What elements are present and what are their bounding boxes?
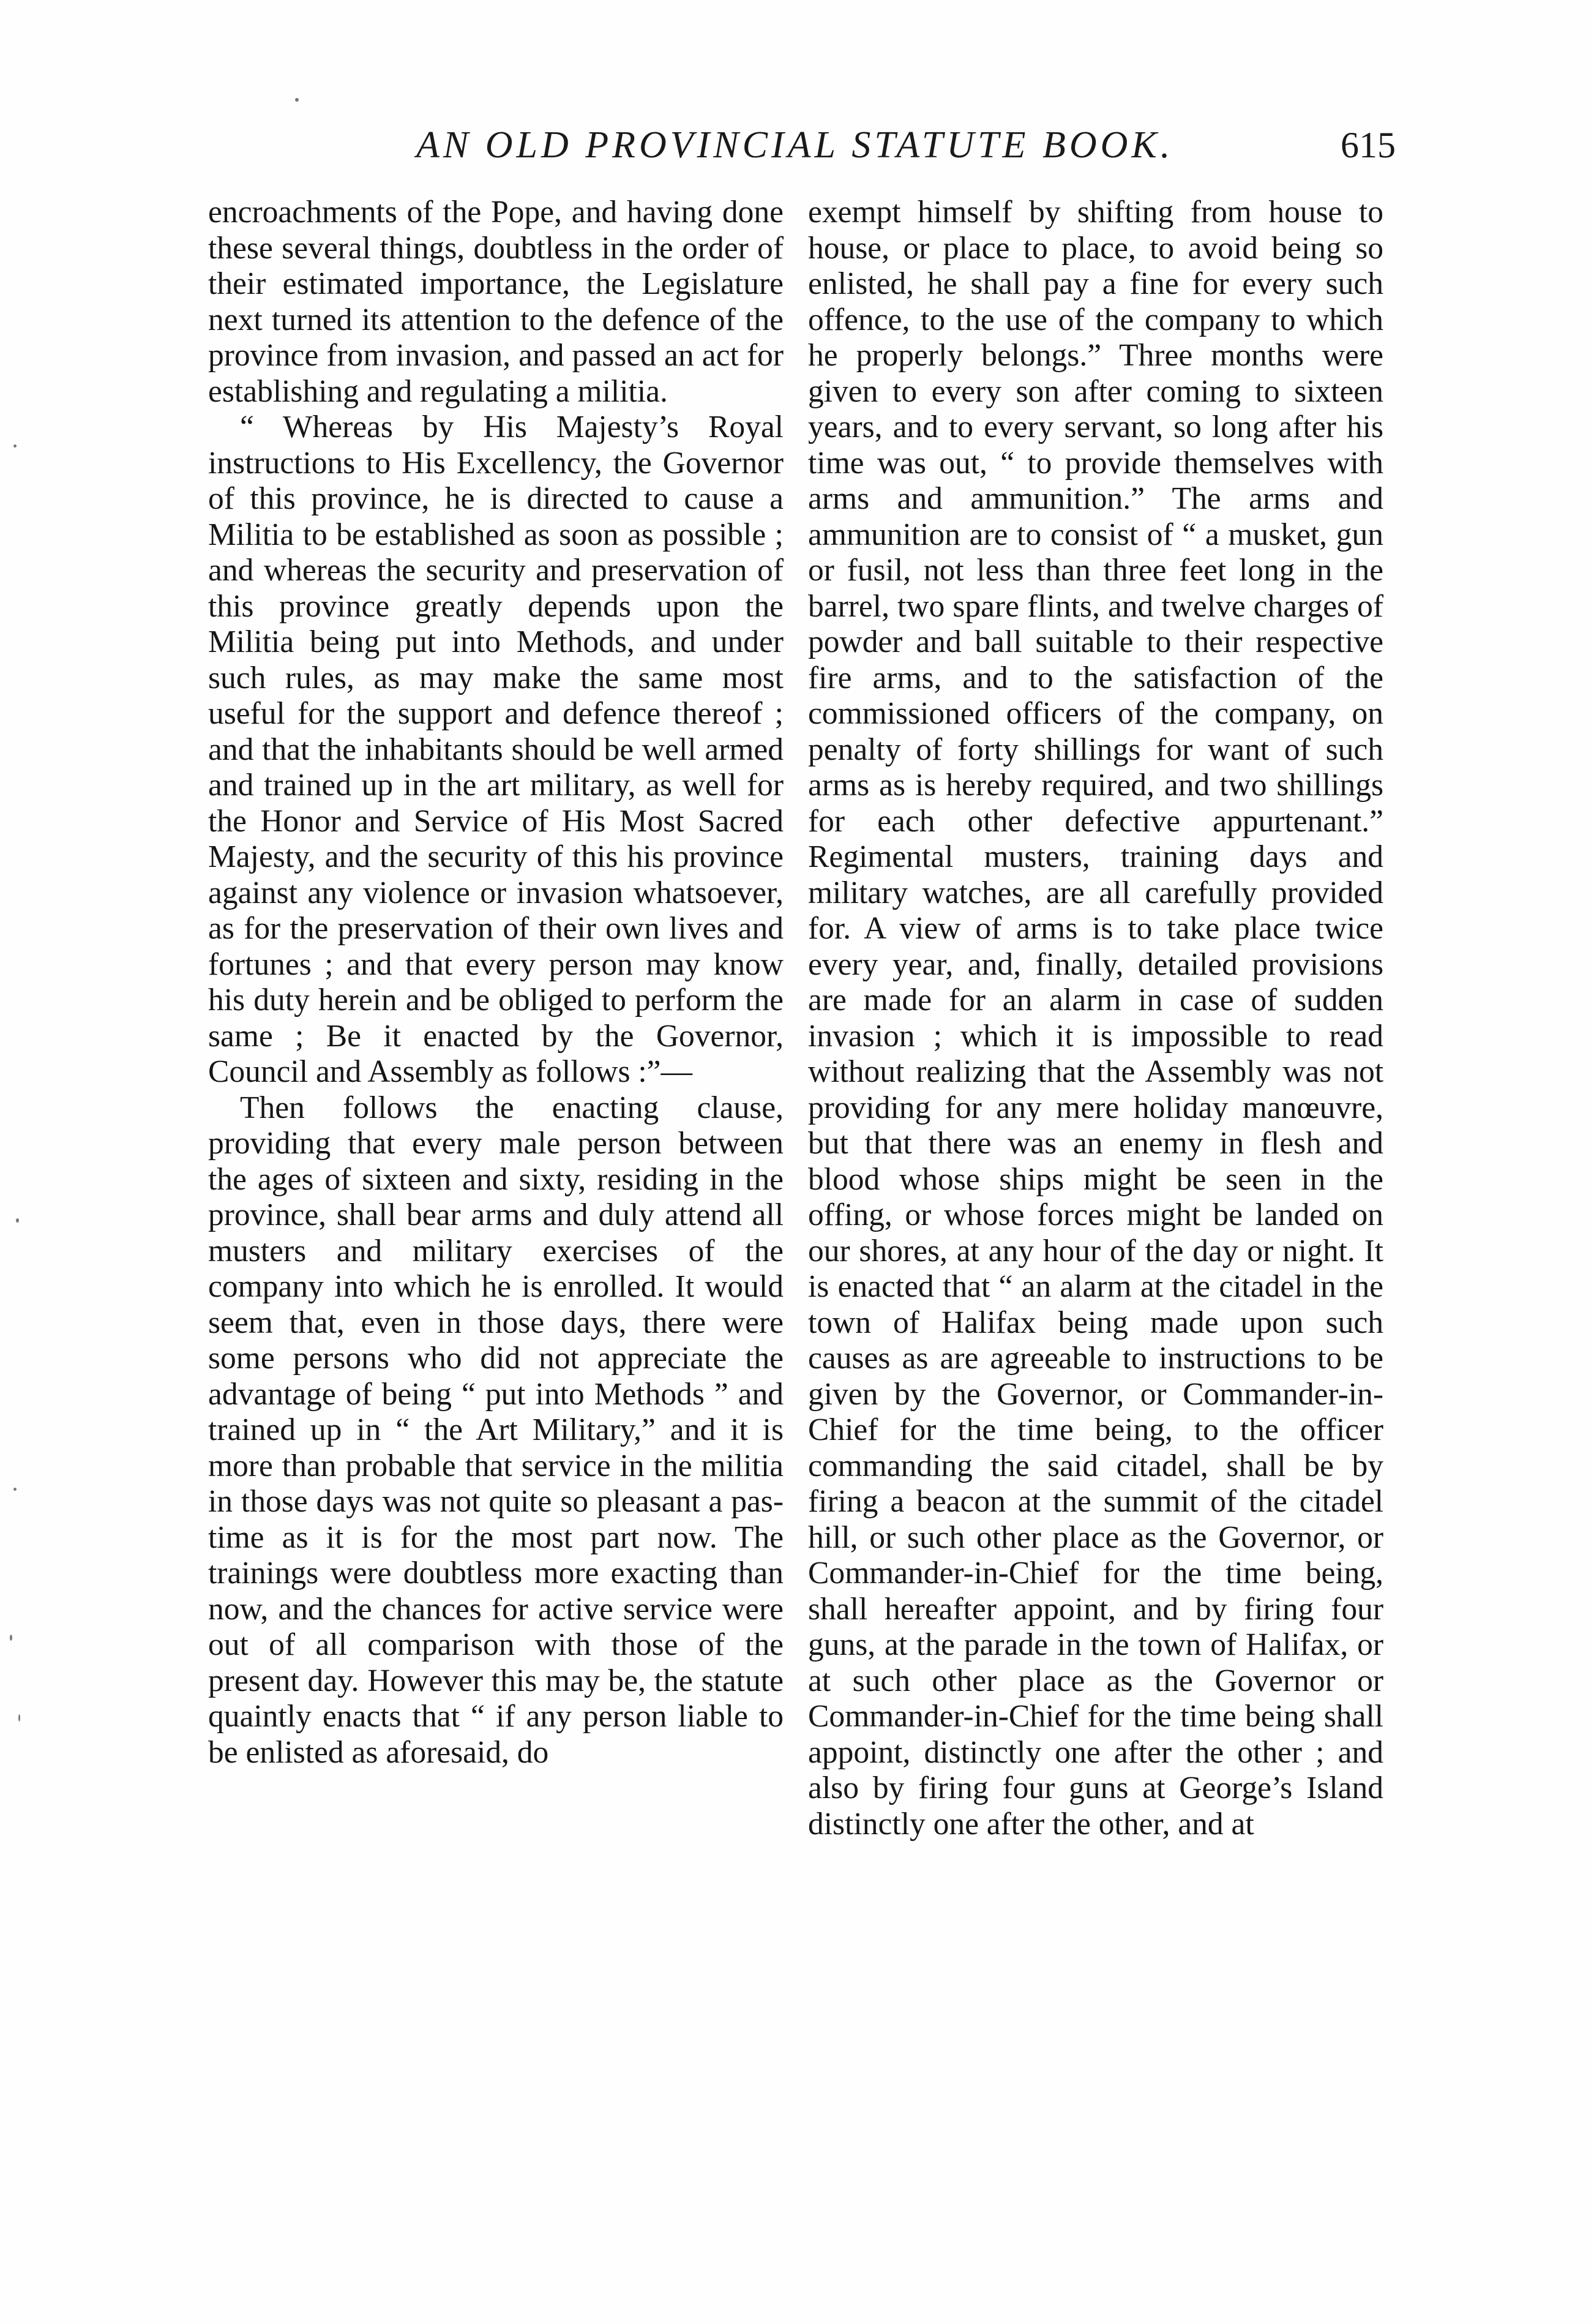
paragraph-militia-intro: encroachments of the Pope, and having done these several things, doubtless in the order of their estimated importance, the Legislature next turned its attention to the defence of the province from invasion, and passed an act for establishing and regulating a militia. (208, 195, 784, 409)
left-column (208, 195, 784, 1771)
paper-speck (10, 1635, 12, 1641)
paper-speck (295, 98, 299, 102)
paper-speck (16, 1218, 19, 1223)
paragraph-enacting-clause: Then follows the enacting clause, providing that every male person between the ages of sixteen and sixty, residing in the province, shall bear arms and duly attend all musters and military exercises of the company into which he is enrolled. It would seem that, even in those days, there were some persons who did not appreciate the advantage of being “ put into Methods ” and trained up in “ the Art Military,” and it is more than probable that service in the militia in those days was not quite so pleasant a pastime as it is for the most part now. The trainings were doubtless more exacting than now, and the chances for active service were out of all comparison with those of the present day. However this may be, the statute quaintly enacts that “ if any person liable to be enlisted as aforesaid, do (208, 1090, 784, 1770)
paper-speck (18, 1714, 20, 1722)
paragraph-continuation: exempt himself by shifting from house to house, or place to place, to avoid being so enlisted, he shall pay a fine for every such offence, to the use of the company to which he properly belongs.” Three months were given to every son after coming to sixteen years, and to every servant, so long after his time was out, “ to provide themselves with arms and ammunition.” The arms and ammunition are to consist of “ a musket, gun or fusil, not less than three feet long in the barrel, two spare flints, and twelve charges of powder and ball suitable to their respective fire arms, and to the satisfaction of the commissioned officers of the company, on penalty of forty shillings for want of such arms as is hereby required, and two shillings for each other defective appurtenant.” Regimental musters, training days and military watches, are all carefully provided for. A view of arms is to take place twice every year, and, finally, detailed provisions are made for an alarm in case of sudden invasion ; which it is impossible to read without realizing that the Assembly was not providing for any mere holiday manœuvre, but that there was an enemy in flesh and blood whose ships might be seen in the offing, or whose forces might be landed on our shores, at any hour of the day or night. It is enacted that “ an alarm at the citadel in the town of Halifax being made upon such causes as are agreeable to instructions to be given by the Governor, or Commander-in-Chief for the time being, to the officer commanding the said citadel, shall be by firing a beacon at the summit of the citadel hill, or such other place as the Governor, or Commander-in-Chief for the time being, shall hereafter appoint, and by firing four guns, at the parade in the town of Halifax, or at such other place as the Governor or Commander-in-Chief for the time being shall appoint, distinctly one after the other ; and also by firing four guns at George’s Island distinctly one after the other, and at (808, 195, 1383, 1842)
running-header (208, 118, 1396, 173)
paper-speck (13, 1488, 17, 1491)
paper-speck (13, 444, 17, 448)
page-number: 615 (1341, 125, 1396, 165)
running-title: AN OLD PROVINCIAL STATUTE BOOK. (416, 124, 1174, 166)
paragraph-statute-quote: “ Whereas by His Majesty’s Royal instructions to His Excellency, the Governor of this province, he is directed to cause a Militia to be established as soon as possible ; and whereas the security and preservation of this province greatly depends upon the Militia being put into Methods, and under such rules, as may make the same most useful for the support and defence thereof ; and that the inhabitants should be well armed and trained up in the art military, as well for the Honor and Service of His Most Sacred Majesty, and the security of this his province against any violence or invasion whatsoever, as for the preservation of their own lives and fortunes ; and that every person may know his duty herein and be obliged to perform the same ; Be it enacted by the Governor, Council and Assembly as follows :”— (208, 410, 784, 1089)
right-column (808, 195, 1383, 1842)
